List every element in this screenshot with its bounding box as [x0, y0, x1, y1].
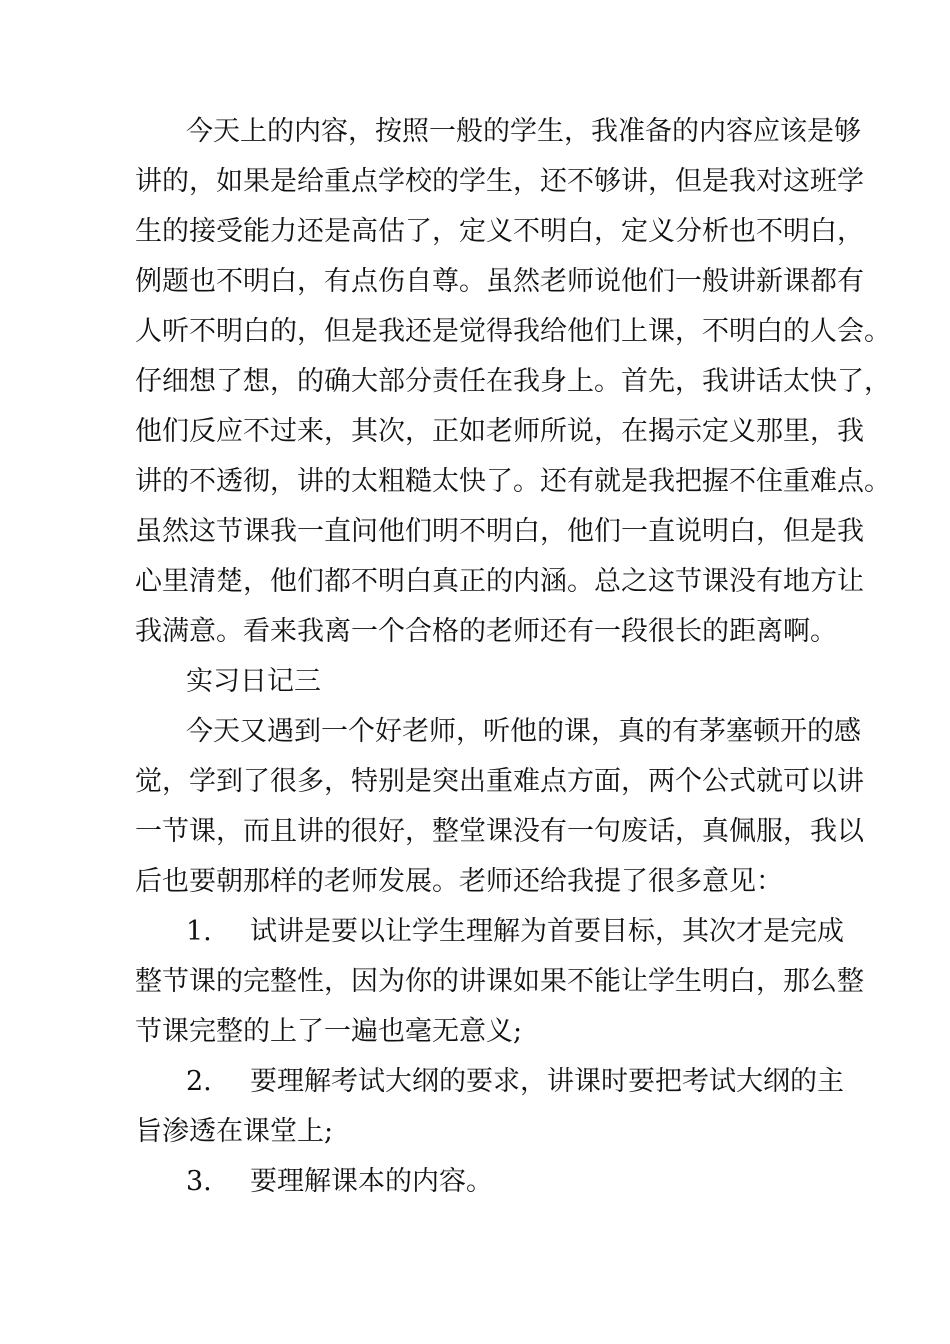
paragraph-line: 讲的不透彻，讲的太粗糙太快了。还有就是我把握不住重难点。 [135, 466, 891, 497]
paragraph-line: 仔细想了想，的确大部分责任在我身上。首先，我讲话太快了， [135, 366, 891, 397]
paragraph-line: 觉，学到了很多，特别是突出重难点方面，两个公式就可以讲 [135, 766, 864, 797]
paragraph-line: 人听不明白的，但是我还是觉得我给他们上课，不明白的人会。 [135, 316, 891, 347]
paragraph-line: 后也要朝那样的老师发展。老师还给我提了很多意见： [135, 866, 783, 897]
paragraph-line: 今天上的内容，按照一般的学生，我准备的内容应该是够 [186, 116, 861, 147]
section-heading: 实习日记三 [186, 666, 321, 697]
list-item-text: 要理解考试大纲的要求，讲课时要把考试大纲的主 [250, 1066, 844, 1097]
list-item-text: 节课完整的上了一遍也毫无意义; [135, 1016, 523, 1047]
paragraph-line: 一节课，而且讲的很好，整堂课没有一句废话，真佩服，我以 [135, 816, 864, 847]
list-item-number: 2. [186, 1066, 212, 1097]
list-item-text: 要理解课本的内容。 [250, 1166, 493, 1197]
paragraph-line: 虽然这节课我一直问他们明不明白，他们一直说明白，但是我 [135, 516, 864, 547]
list-item-number: 1. [186, 916, 212, 947]
list-item-text: 试讲是要以让学生理解为首要目标，其次才是完成 [250, 916, 844, 947]
paragraph-line: 心里清楚，他们都不明白真正的内涵。总之这节课没有地方让 [135, 566, 864, 597]
paragraph-line: 我满意。看来我离一个合格的老师还有一段很长的距离啊。 [135, 616, 837, 647]
list-item-text: 旨渗透在课堂上; [135, 1116, 334, 1147]
list-item-text: 整节课的完整性，因为你的讲课如果不能让学生明白，那么整 [135, 966, 864, 997]
paragraph-line: 今天又遇到一个好老师，听他的课，真的有茅塞顿开的感 [186, 716, 861, 747]
paragraph-line: 例题也不明白，有点伤自尊。虽然老师说他们一般讲新课都有 [135, 266, 864, 297]
paragraph-line: 讲的，如果是给重点学校的学生，还不够讲，但是我对这班学 [135, 166, 864, 197]
paragraph-line: 他们反应不过来，其次，正如老师所说，在揭示定义那里，我 [135, 416, 864, 447]
list-item-number: 3. [186, 1166, 212, 1197]
paragraph-line: 生的接受能力还是高估了，定义不明白，定义分析也不明白， [135, 216, 864, 247]
